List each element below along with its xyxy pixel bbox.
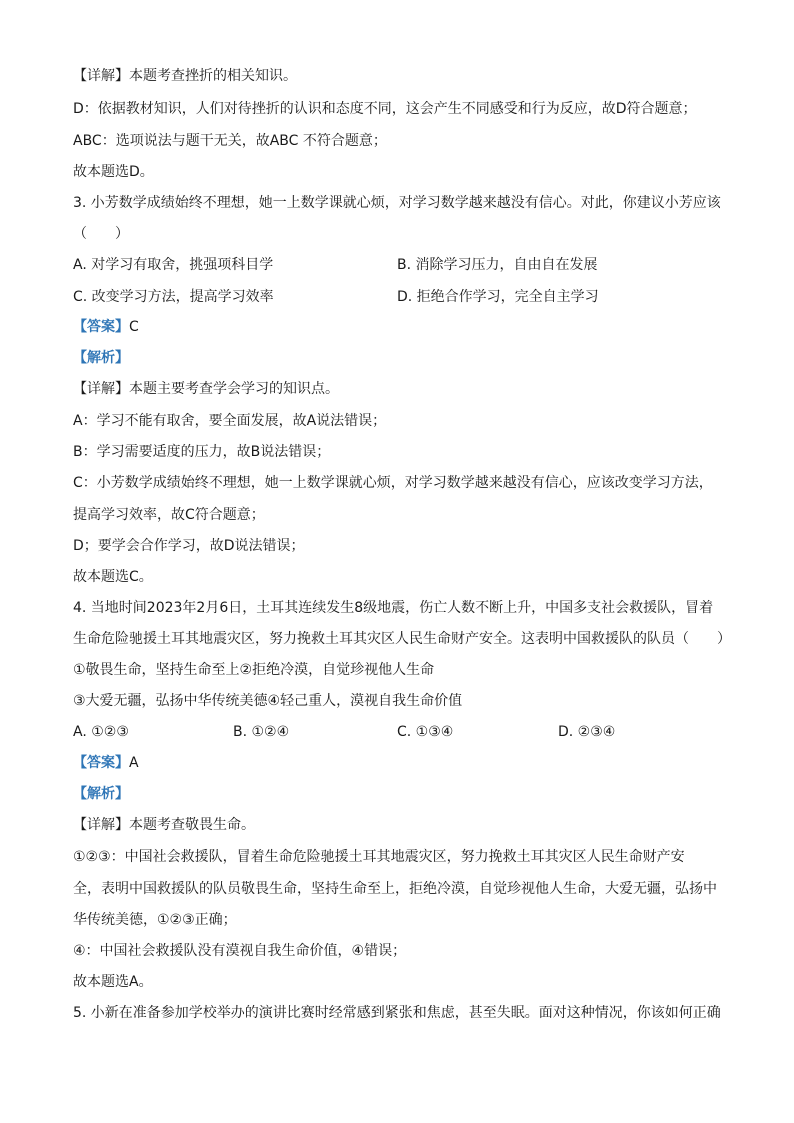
q3-stem-line2: （ ） — [73, 226, 129, 242]
q3-explanation-c1: C：小芳数学成绩始终不理想，她一上数学课就心烦，对学习数学越来越没有信心，应该改变学习方法， — [73, 475, 713, 491]
q2-explanation-abc: ABC：选项说法与题干无关，故ABC 不符合题意； — [73, 133, 387, 149]
q4-statements-line2: ③大爱无疆，弘扬中华传统美德④轻己重人，漠视自我生命价值 — [73, 693, 463, 709]
q3-analysis-tag: 【解析】 — [73, 350, 129, 366]
q3-option-b: B. 消除学习压力，自由自在发展 — [397, 257, 598, 273]
q4-explanation-line2: 全，表明中国救援队的队员敬畏生命，坚持生命至上，拒绝冷漠，自觉珍视他人生命，大爱无疆，弘扬中 — [73, 881, 717, 897]
q4-explanation-line3: 华传统美德，①②③正确； — [73, 912, 237, 928]
q4-stem-line2: 生命危险驰援土耳其地震灾区，努力挽救土耳其灾区人民生命财产安全。这表明中国救援队的队员（ ） — [73, 631, 731, 647]
q4-explanation-line1: ①②③：中国社会救援队，冒着生命危险驰援土耳其地震灾区，努力挽救土耳其灾区人民生命财产安 — [73, 849, 685, 865]
q2-explanation-d: D：依据教材知识，人们对待挫折的认识和态度不同，这会产生不同感受和行为反应，故D符合题意； — [73, 101, 697, 117]
q3-explanation-d: D；要学会合作学习，故D说法错误； — [73, 538, 305, 554]
q4-stem-line1: 4. 当地时间2023年2月6日，土耳其连续发生8级地震，伤亡人数不断上升，中国多支社会救援队，冒着 — [73, 600, 714, 616]
q3-answer-value: C — [129, 319, 139, 335]
q4-option-b: B. ①②④ — [233, 724, 290, 740]
q4-statements-line1: ①敬畏生命，坚持生命至上②拒绝冷漠，自觉珍视他人生命 — [73, 662, 435, 678]
q4-option-d: D. ②③④ — [558, 724, 616, 740]
q3-option-d: D. 拒绝合作学习，完全自主学习 — [397, 289, 599, 305]
q4-answer-value: A — [129, 755, 139, 771]
q4-option-a: A. ①②③ — [73, 724, 129, 740]
q3-answer-tag: 【答案】 — [73, 319, 129, 335]
q4-answer-tag: 【答案】 — [73, 755, 129, 771]
q5-stem-line1: 5. 小新在准备参加学校举办的演讲比赛时经常感到紧张和焦虑，甚至失眠。面对这种情况，你该如何正确 — [73, 1005, 721, 1021]
q4-answer — [73, 754, 139, 772]
q3-explanation-b: B：学习需要适度的压力，故B说法错误； — [73, 444, 331, 460]
q4-explanation-line4: ④：中国社会救援队没有漠视自我生命价值，④错误； — [73, 943, 407, 959]
q4-option-c: C. ①③④ — [397, 724, 454, 740]
q4-analysis-tag: 【解析】 — [73, 786, 129, 802]
q2-conclusion: 故本题选D。 — [73, 164, 154, 180]
q2-detail: 【详解】本题考查挫折的相关知识。 — [73, 68, 297, 84]
q3-option-c: C. 改变学习方法，提高学习效率 — [73, 289, 274, 305]
q4-detail: 【详解】本题考查敬畏生命。 — [73, 817, 255, 833]
q3-answer — [73, 318, 139, 336]
q3-option-a: A. 对学习有取舍，挑强项科目学 — [73, 257, 274, 273]
q3-explanation-c2: 提高学习效率，故C符合题意； — [73, 507, 265, 523]
q4-conclusion: 故本题选A。 — [73, 974, 153, 990]
q3-conclusion: 故本题选C。 — [73, 569, 153, 585]
q3-detail: 【详解】本题主要考查学会学习的知识点。 — [73, 381, 339, 397]
q3-stem-line1: 3. 小芳数学成绩始终不理想，她一上数学课就心烦，对学习数学越来越没有信心。对此，你建议小芳应该 — [73, 195, 721, 211]
q3-explanation-a: A：学习不能有取舍，要全面发展，故A说法错误； — [73, 413, 387, 429]
